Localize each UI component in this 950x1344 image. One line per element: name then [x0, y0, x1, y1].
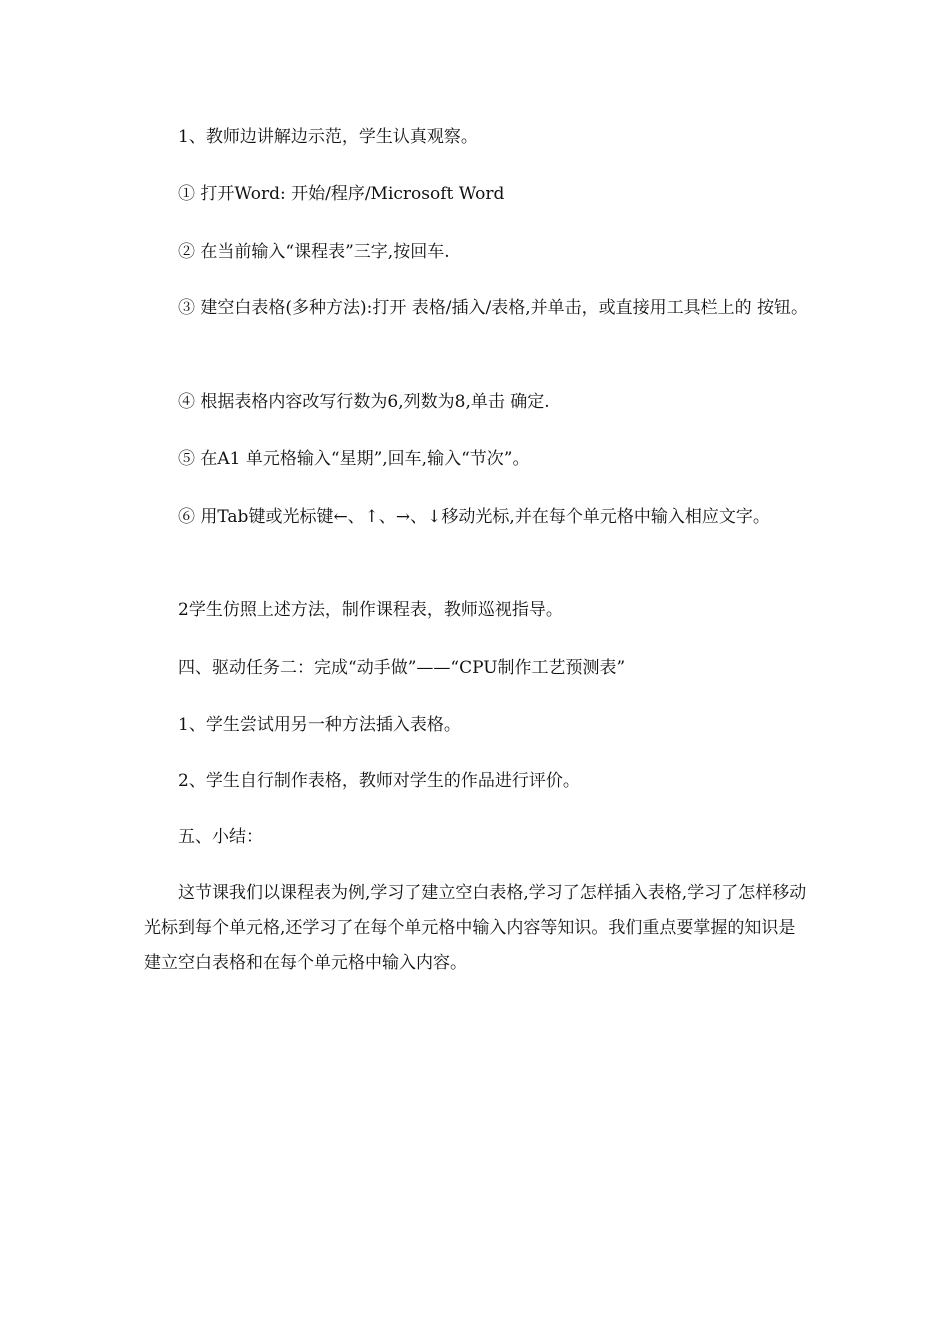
paragraph-move-cursor: ⑥ 用Tab键或光标键←、↑、→、↓移动光标,并在每个单元格中输入相应文字。 — [178, 507, 770, 527]
paragraph-summary-heading: 五、小结： — [178, 827, 263, 847]
paragraph-enter-title: ② 在当前输入“课程表”三字,按回车. — [178, 242, 450, 262]
paragraph-set-rows-columns: ④ 根据表格内容改写行数为6,列数为8,单击 确定. — [178, 392, 550, 412]
paragraph-enter-a1: ⑤ 在A1 单元格输入“星期”,回车,输入“节次”。 — [178, 449, 530, 469]
paragraph-step-1-demo: 1、教师边讲解边示范，学生认真观察。 — [178, 127, 478, 147]
paragraph-students-practice: 2学生仿照上述方法，制作课程表，教师巡视指导。 — [178, 600, 563, 620]
paragraph-evaluation: 2、学生自行制作表格，教师对学生的作品进行评价。 — [178, 771, 580, 791]
paragraph-another-method: 1、学生尝试用另一种方法插入表格。 — [178, 715, 461, 735]
paragraph-task-two-heading: 四、驱动任务二：完成“动手做”——“CPU制作工艺预测表” — [178, 658, 626, 678]
paragraph-summary-body: 这节课我们以课程表为例,学习了建立空白表格,学习了怎样插入表格,学习了怎样移动光标到每个单元格,还学习了在每个单元格中输入内容等知识。我们重点要掌握的知识是建立空白表格和在每个单元格中输入内容。 — [144, 883, 807, 973]
paragraph-open-word: ① 打开Word: 开始/程序/Microsoft Word — [178, 184, 505, 204]
paragraph-create-table: ③ 建空白表格(多种方法):打开 表格/插入/表格,并单击，或直接用工具栏上的 按钮。 — [178, 298, 809, 318]
